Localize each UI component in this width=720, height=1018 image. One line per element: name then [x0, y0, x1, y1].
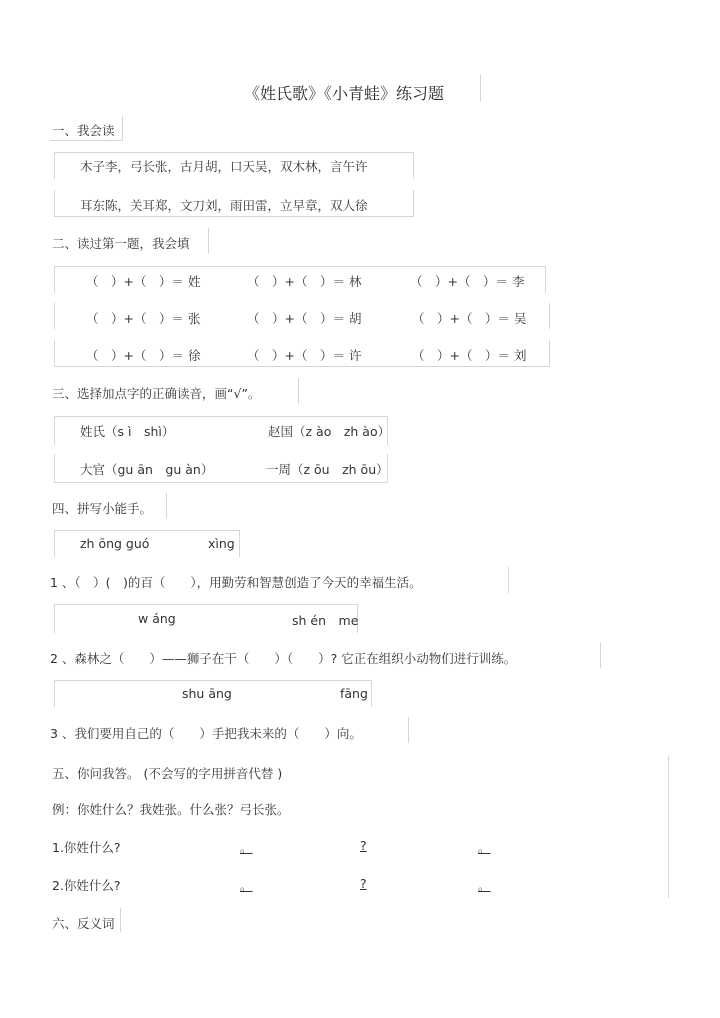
s1-line1: 木子李，弓长张，古月胡，口天吴，双木林，言午许: [80, 159, 368, 174]
s2-row1-b: （ ）+（ ）＝ 林: [247, 274, 362, 289]
s2-row2-b: （ ）+（ ）＝ 胡: [247, 311, 362, 326]
s4-pinyin-1a: zh ōng guó: [80, 536, 150, 551]
s5-q1-answer-blank-1[interactable]: 。: [240, 840, 253, 855]
s4-q2: 2 、森林之（ ）——狮子在干（ ）（ ）? 它正在组织小动物们进行训练。: [50, 651, 517, 666]
s5-q2-answer-blank-2[interactable]: ?: [360, 876, 367, 891]
s4-pinyin-1b: xìng: [208, 536, 235, 551]
section6-heading: 六、反义词: [52, 916, 115, 931]
s2-row1-c: （ ）+（ ）＝ 李: [410, 274, 525, 289]
s4-pinyin-2a: w áng: [138, 611, 176, 626]
s4-pinyin-3a: shu āng: [182, 686, 232, 701]
s4-q3: 3 、我们要用自己的（ ）手把我未来的（ ）向。: [50, 726, 362, 741]
section5-heading: 五、你问我答。 (不会写的字用拼音代替 ): [52, 766, 283, 781]
s5-example: 例：你姓什么？我姓张。什么张？弓长张。: [52, 802, 290, 817]
s3-q3: 大官（gu ān gu àn）: [80, 462, 214, 477]
section3-heading: 三、选择加点字的正确读音，画“√”。: [52, 386, 261, 401]
s5-q2-answer-blank-3[interactable]: 。: [478, 878, 491, 893]
s5-q1-answer-blank-3[interactable]: 。: [478, 840, 491, 855]
s2-row2-c: （ ）+（ ）＝ 吴: [412, 311, 527, 326]
s5-q2-answer-blank-1[interactable]: 。: [240, 878, 253, 893]
s2-row1-a: （ ）+（ ）＝ 姓: [86, 274, 201, 289]
s5-q1: 1.你姓什么?: [52, 840, 121, 855]
s2-row3-b: （ ）+（ ）＝ 许: [247, 348, 362, 363]
section1-heading: 一、我会读: [52, 123, 115, 138]
s2-row3-c: （ ）+（ ）＝ 刘: [412, 348, 527, 363]
section4-heading: 四、拼写小能手。: [52, 501, 153, 516]
s2-row3-a: （ ）+（ ）＝ 徐: [86, 348, 201, 363]
s3-q1: 姓氏（s ì shì）: [80, 424, 175, 439]
page-title: 《姓氏歌》《小青蛙》练习题: [244, 84, 445, 103]
s3-q2: 赵国（z ào zh ào）: [268, 424, 391, 439]
s5-q1-answer-blank-2[interactable]: ?: [360, 838, 367, 853]
s3-q4: 一周（z ōu zh ōu）: [266, 462, 389, 477]
s5-q2: 2.你姓什么?: [52, 878, 121, 893]
section2-heading: 二、读过第一题，我会填: [52, 236, 190, 251]
s2-row2-a: （ ）+（ ）＝ 张: [86, 311, 201, 326]
s4-pinyin-3b: fāng: [340, 686, 368, 701]
s1-line2: 耳东陈，关耳郑，文刀刘，雨田雷，立早章，双人徐: [80, 198, 368, 213]
s4-q1: 1 、（ ）( )的百（ ），用勤劳和智慧创造了今天的幸福生活。: [50, 575, 422, 590]
s4-pinyin-2b: sh én me: [292, 613, 359, 628]
